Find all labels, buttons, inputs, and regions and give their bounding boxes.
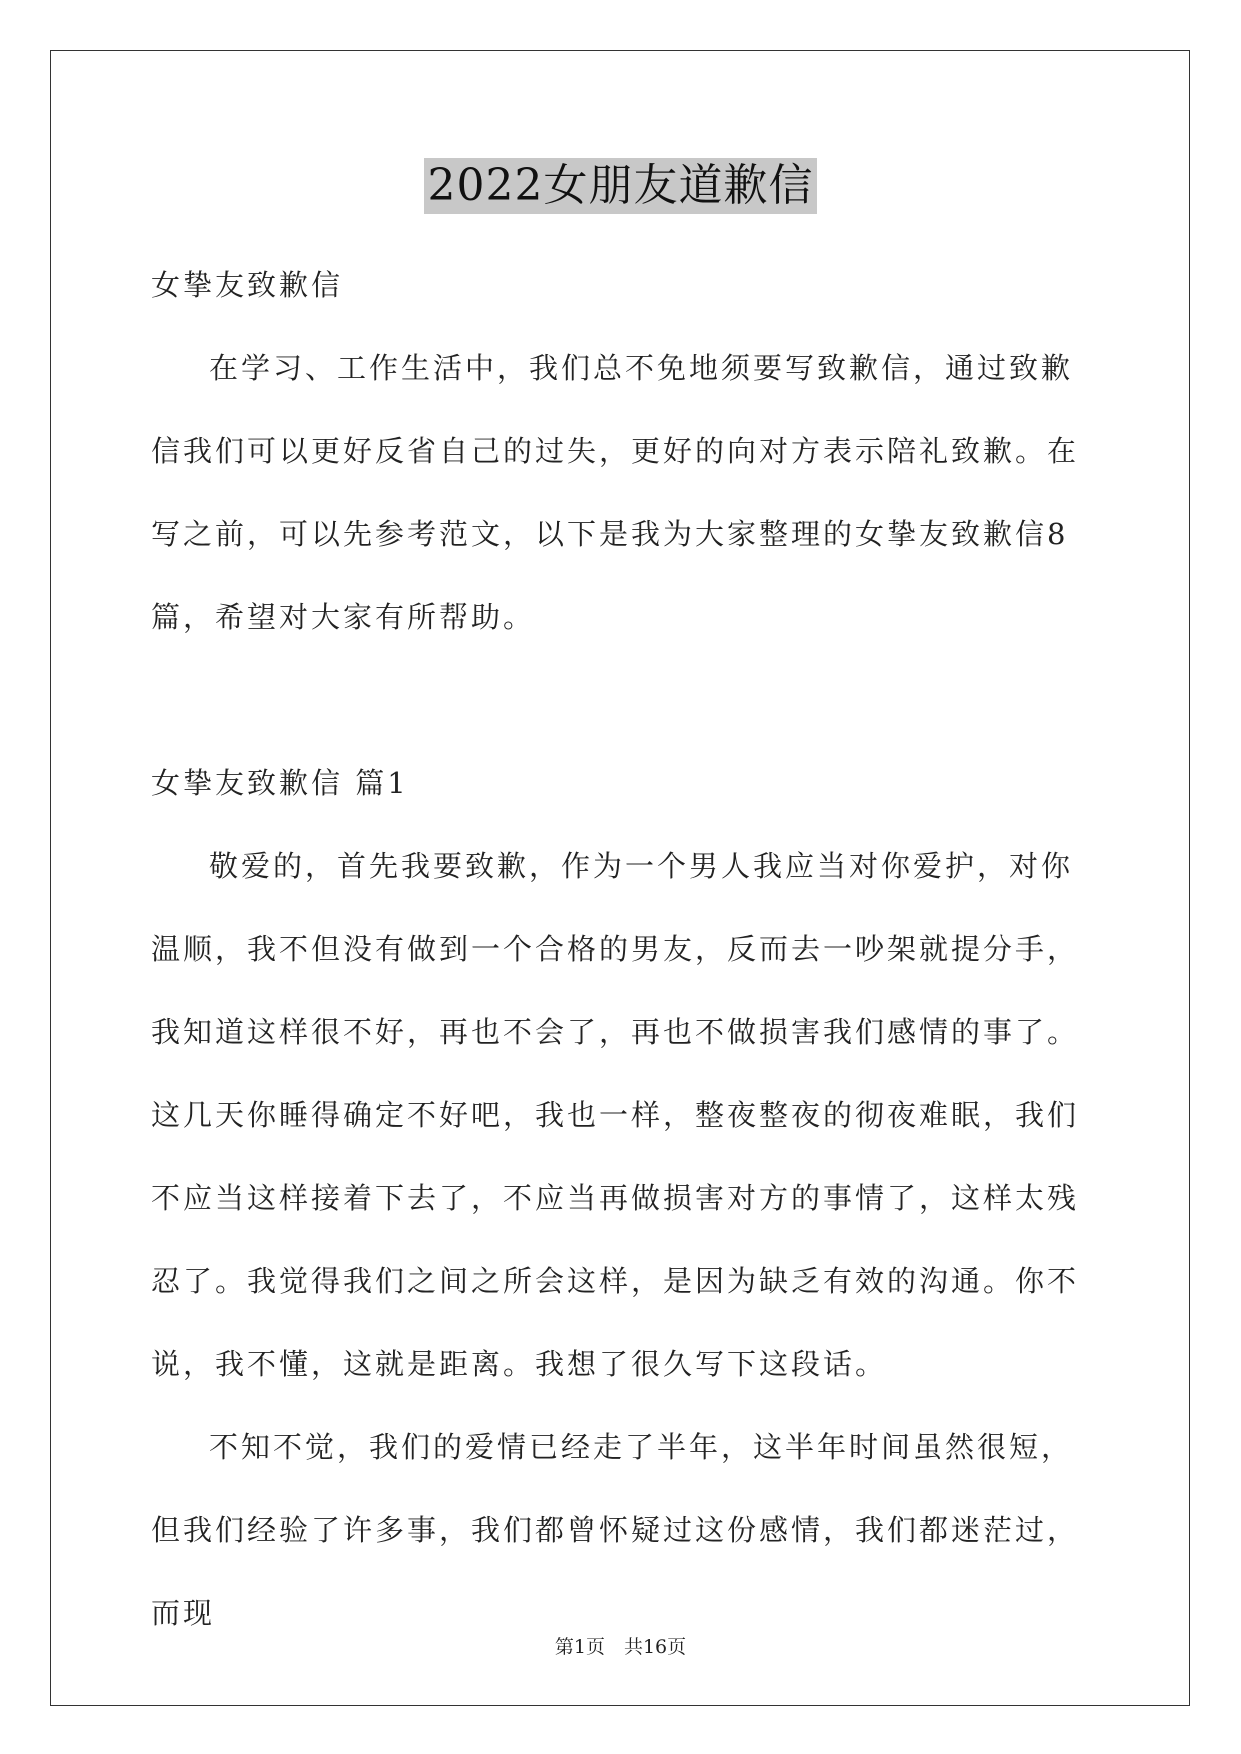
intro-heading: 女挚友致歉信 [151,268,344,302]
body-paragraph-1: 敬爱的，首先我要致歉，作为一个男人我应当对你爱护，对你温顺，我不但没有做到一个合格的男友，反而去一吵架就提分手，我知道这样很不好，再也不会了，再也不做损害我们感情的事了。这几天你睡得确定不好吧，我也一样，整夜整夜的彻夜难眠，我们不应当这样接着下去了，不应当再做损害对方的事情了，这样太残忍了。我觉得我们之间之所会这样，是因为缺乏有效的沟通。你不说，我不懂，这就是距离。我想了很久写下这段话。 [151,849,1080,1381]
page-number-footer: 第1页 共16页 [554,1636,687,1658]
intro-paragraph: 在学习、工作生活中，我们总不免地须要写致歉信，通过致歉信我们可以更好反省自己的过失，更好的向对方表示陪礼致歉。在写之前，可以先参考范文，以下是我为大家整理的女挚友致歉信8篇，希望对大家有所帮助。 [151,351,1080,634]
section-spacer [151,659,1091,742]
body-paragraph-2: 不知不觉，我们的爱情已经走了半年，这半年时间虽然很短，但我们经验了许多事，我们都曾怀疑过这份感情，我们都迷茫过，而现 [151,1430,1080,1630]
document-body [151,244,1091,1655]
title-container [0,158,1241,214]
document-title[interactable]: 2022女朋友道歉信 [424,158,818,214]
section-heading: 女挚友致歉信 篇1 [151,766,409,800]
